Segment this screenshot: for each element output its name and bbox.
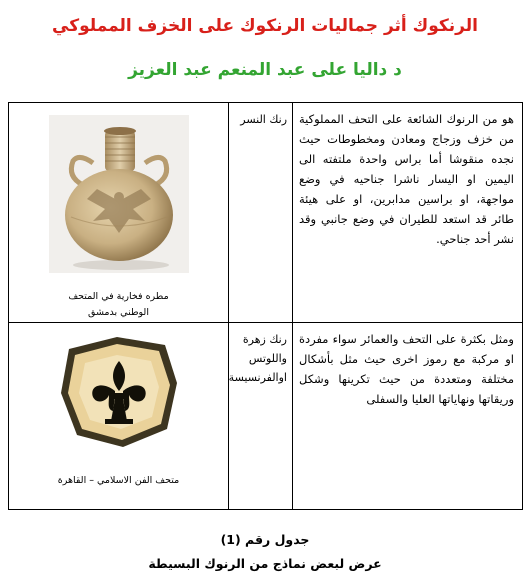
table-caption: عرض لبعض نماذج من الرنوك البسيطة (148, 556, 382, 571)
shard-image (55, 331, 183, 453)
fleur-de-lis-shard-photo (55, 331, 183, 453)
document-title: الرنكوك أثر جماليات الرنكوك على الخزف المملوكي (52, 16, 478, 36)
flask-image (49, 115, 189, 273)
author-line: د داليا على عبد المنعم عبد العزيز (128, 60, 402, 80)
description-cell (293, 323, 523, 510)
blazon-name: رنك النسر (240, 113, 287, 126)
caption-line: مطره فخارية في المتحف (68, 291, 169, 302)
blazons-table (8, 102, 523, 510)
blazon-name: رنك زهرة واللوتس اوالفرنسيسة (228, 333, 287, 384)
table-number: جدول رقم (1) (220, 532, 310, 547)
table-row (9, 103, 523, 323)
description-cell (293, 103, 523, 323)
image-caption (9, 289, 228, 321)
caption-line: الوطني بدمشق (88, 307, 149, 318)
description-text: ومثل بكثرة على التحف والعمائر سواء مفردة او مركبة مع رموز اخرى حيث مثل بأشكال مختلفة ومتعددة من حيث تكرينها وشكل وريقاتها ونهاياتها العليا والسفلى (299, 332, 514, 406)
description-text: هو من الرنوك الشائعة على التحف المملوكية من خزف وزجاج ومعادن ومخطوطات حيث نجده منقوشا أما براس واحدة ملتفته الى اليمين او اليسار ناشرا جناحيه في وضع مواجهة، او براسين مدابرين، او على هيئة طائر قد استعد للطيران في وضع جانبي وقد نشر أحد جناحي. (299, 112, 514, 246)
eagle-flask-photo (49, 115, 189, 273)
table-row (9, 323, 523, 510)
caption-line: متحف الفن الاسلامي – القاهرة (57, 475, 180, 486)
name-cell (229, 323, 293, 510)
image-cell (9, 103, 229, 323)
image-caption (9, 473, 228, 489)
image-cell (9, 323, 229, 510)
name-cell (229, 103, 293, 323)
